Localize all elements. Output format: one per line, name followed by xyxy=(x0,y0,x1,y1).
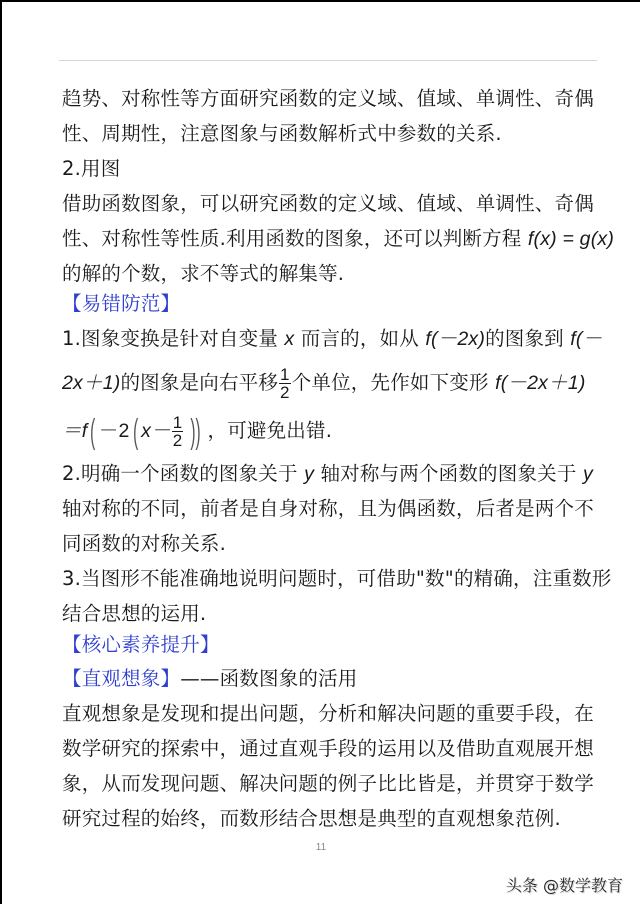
fraction-one-half xyxy=(279,366,291,401)
text: 1.图象变换是针对自变量 xyxy=(62,327,285,350)
watermark: 头条 @数学教育 xyxy=(505,876,623,895)
item2-line-2: 轴对称的不同，前者是自身对称，且为偶函数，后者是两个不 xyxy=(62,497,594,520)
math-x-minus: x－ xyxy=(141,420,171,442)
subheading-title: ——函数图象的活用 xyxy=(180,667,358,690)
subheading-label: 【直观想象】 xyxy=(62,667,181,690)
page-number: 11 xyxy=(315,842,327,853)
core-para-line-2: 数学研究的探索中，通过直观手段的运用以及借助直观展开想 xyxy=(62,737,594,760)
math-f-neg2x-plus-1: f(－2x＋1) xyxy=(495,372,586,394)
header-divider xyxy=(59,60,597,61)
math-2x-plus-1: 2x＋1) xyxy=(62,372,121,394)
fraction-denominator: 2 xyxy=(172,431,183,450)
core-para-line-3: 象，从而发现问题、解决问题的例子比比皆是，并贯穿于数学 xyxy=(62,772,594,795)
math-equals-f: ＝f xyxy=(62,420,88,442)
item2-line-3: 同函数的对称关系. xyxy=(62,532,226,555)
equation-fx-gx: f(x) = g(x) xyxy=(527,228,615,250)
intro-line-2: 性、周期性，注意图象与函数解析式中参数的关系. xyxy=(62,122,502,145)
item3-line-2: 结合思想的运用. xyxy=(62,602,207,625)
use-graph-line-3: 的解的个数，求不等式的解集等. xyxy=(62,262,345,285)
text: ，可避免出错. xyxy=(207,419,333,442)
right-parens: )) xyxy=(190,412,202,451)
use-graph-line-2 xyxy=(62,226,614,252)
fraction-one-half-2 xyxy=(172,414,184,449)
text: 而言的，如从 xyxy=(294,327,426,350)
use-graph-line-2-text: 性、对称性等性质.利用函数的图象，还可以判断方程 xyxy=(62,227,528,250)
item1-line-1 xyxy=(62,326,602,352)
use-graph-line-1: 借助函数图象，可以研究函数的定义域、值域、单调性、奇偶 xyxy=(62,192,594,215)
fraction-denominator: 2 xyxy=(280,383,290,402)
math-y: y xyxy=(582,463,593,485)
math-y: y xyxy=(304,463,315,485)
left-paren-inner: ( xyxy=(132,412,138,451)
text: 轴对称与两个函数的图象关于 xyxy=(314,462,583,485)
item2-line-1 xyxy=(62,461,593,487)
math-f-neg2x: f(－2x) xyxy=(425,328,486,350)
document-page xyxy=(2,2,640,904)
section-heading-use-graph: 2.用图 xyxy=(62,157,121,180)
math-neg2: －2 xyxy=(98,420,130,442)
text: 个单位，先作如下变形 xyxy=(291,371,496,394)
fraction-numerator: 1 xyxy=(280,365,290,384)
core-para-line-1: 直观想象是发现和提出问题，分析和解决问题的重要手段，在 xyxy=(62,702,594,725)
text: 的图象到 xyxy=(485,327,571,350)
heading-core-literacy: 【核心素养提升】 xyxy=(62,633,220,656)
item1-line-2 xyxy=(62,366,586,401)
math-x: x xyxy=(284,328,295,350)
left-paren-outer: ( xyxy=(90,412,96,451)
intro-line-1: 趋势、对称性等方面研究函数的定义域、值域、单调性、奇偶 xyxy=(62,87,594,110)
heading-error-prevention: 【易错防范】 xyxy=(62,292,181,315)
fraction-numerator: 1 xyxy=(172,413,183,432)
item1-line-3-formula xyxy=(62,414,332,449)
math-f-open: f(－ xyxy=(570,328,603,350)
item3-line-1: 3.当图形不能准确地说明问题时，可借助"数"的精确，注重数形 xyxy=(62,567,612,590)
core-para-line-4: 研究过程的始终，而数形结合思想是典型的直观想象范例. xyxy=(62,807,561,830)
text: 2.明确一个函数的图象关于 xyxy=(62,462,305,485)
text: 的图象是向右平移 xyxy=(120,371,279,394)
subheading-intuitive-imagination xyxy=(62,666,358,692)
